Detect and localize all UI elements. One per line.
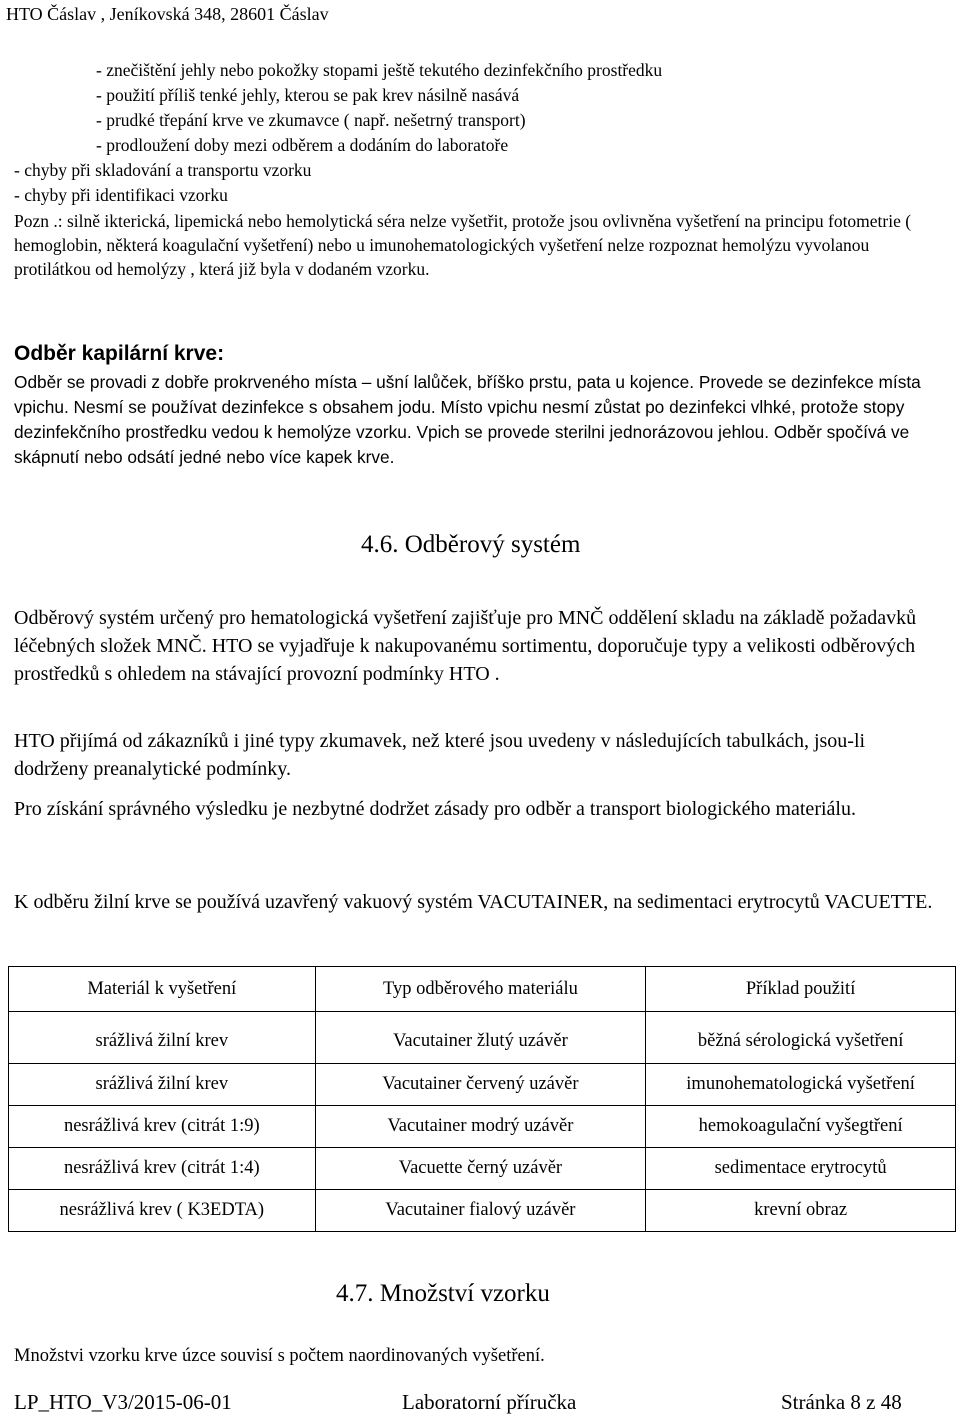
list-item: - použití příliš tenké jehly, kterou se pak krev násilně nasává	[96, 85, 520, 105]
list-item: - prudké třepání krve ve zkumavce ( např. nešetrný transport)	[96, 110, 526, 130]
section-46-paragraph: K odběru žilní krve se používá uzavřený vakuový systém VACUTAINER, na sedimentaci erytrocytů VACUETTE.	[14, 891, 933, 913]
table-row	[9, 1064, 956, 1106]
table-cell: Vacuette černý uzávěr	[315, 1148, 646, 1190]
capillary-paragraph: Odběr se provadi z dobře prokrveného místa – ušní lalůček, bříško prstu, pata u kojence. Provede se dezinfekce místa vpichu. Nesmí se používat dezinfekce s obsahem jodu. Místo vpichu nesmí zůstat po dezinfekci vlhké, protože stopy dezinfekčního prostředku vedou k hemolýze vzorku. Vpich se provede sterilni jednorázovou jehlou. Odběr spočívá ve skápnutí nebo odsátí jedné nebo více kapek krve.	[14, 372, 921, 467]
material-table	[8, 966, 956, 1232]
table-header-row	[9, 967, 956, 1012]
error-list-indented	[96, 58, 662, 158]
list-item: - chyby při identifikaci vzorku	[14, 185, 228, 205]
section-47-text: Množstvi vzorku krve úzce souvisí s počtem naordinovaných vyšetření.	[14, 1346, 545, 1366]
section-47-title: 4.7. Množství vzorku	[336, 1280, 550, 1307]
table-cell: krevní obraz	[646, 1190, 956, 1232]
table-cell: Vacutainer modrý uzávěr	[315, 1106, 646, 1148]
table-row	[9, 1106, 956, 1148]
table-cell: nesrážlivá krev (citrát 1:9)	[9, 1106, 316, 1148]
table-header-cell: Materiál k vyšetření	[9, 967, 316, 1012]
error-list	[14, 158, 311, 208]
table-row	[9, 1012, 956, 1064]
note-paragraph: Pozn .: silně ikterická, lipemická nebo hemolytická séra nelze vyšetřit, protože jsou ovlivněna vyšetření na principu fotometrie ( hemoglobin, některá koagulační vyšetření) nebo u imunohematologických vyšetření nelze rozpoznat hemolýzu vyvolanou protilátkou od hemolýzy , která již byla v dodaném vzorku.	[14, 211, 912, 279]
footer-doc-name: Laboratorní příručka	[402, 1390, 577, 1414]
section-46-paragraph: HTO přijímá od zákazníků i jiné typy zkumavek, než které jsou uvedeny v následujících tabulkách, jsou-li dodrženy preanalytické podmínky.	[14, 730, 866, 780]
footer-doc-id: LP_HTO_V3/2015-06-01	[14, 1390, 232, 1414]
section-46-paragraph: Odběrový systém určený pro hematologická vyšetření zajišťuje pro MNČ oddělení skladu na základě požadavků léčebných složek MNČ. HTO se vyjadřuje k nakupovanému sortimentu, doporučuje typy a velikosti odběrových prostředků s ohledem na stávající provozní podmínky HTO .	[14, 607, 917, 685]
footer-page-number: Stránka 8 z 48	[781, 1390, 902, 1414]
section-46-title: 4.6. Odběrový systém	[361, 531, 581, 558]
table-cell: nesrážlivá krev (citrát 1:4)	[9, 1148, 316, 1190]
section-46-paragraph: Pro získání správného výsledku je nezbytné dodržet zásady pro odběr a transport biologického materiálu.	[14, 798, 856, 820]
table-cell: běžná sérologická vyšetření	[646, 1012, 956, 1064]
table-header-cell: Příklad použití	[646, 967, 956, 1012]
table-cell: sedimentace erytrocytů	[646, 1148, 956, 1190]
table-cell: srážlivá žilní krev	[9, 1064, 316, 1106]
table-cell: srážlivá žilní krev	[9, 1012, 316, 1064]
table-cell: Vacutainer červený uzávěr	[315, 1064, 646, 1106]
list-item: - prodloužení doby mezi odběrem a dodáním do laboratoře	[96, 135, 509, 155]
table-cell: hemokoagulační vyšegtření	[646, 1106, 956, 1148]
table-row	[9, 1148, 956, 1190]
table-cell: nesrážlivá krev ( K3EDTA)	[9, 1190, 316, 1232]
table-row	[9, 1190, 956, 1232]
page-header: HTO Čáslav , Jeníkovská 348, 28601 Čáslav	[6, 4, 329, 24]
capillary-title: Odběr kapilární krve:	[14, 342, 225, 365]
table-cell: imunohematologická vyšetření	[646, 1064, 956, 1106]
list-item: - znečištění jehly nebo pokožky stopami ještě tekutého dezinfekčního prostředku	[96, 60, 663, 80]
table-cell: Vacutainer žlutý uzávěr	[315, 1012, 646, 1064]
list-item: - chyby při skladování a transportu vzorku	[14, 160, 312, 180]
table-cell: Vacutainer fialový uzávěr	[315, 1190, 646, 1232]
table-header-cell: Typ odběrového materiálu	[315, 967, 646, 1012]
